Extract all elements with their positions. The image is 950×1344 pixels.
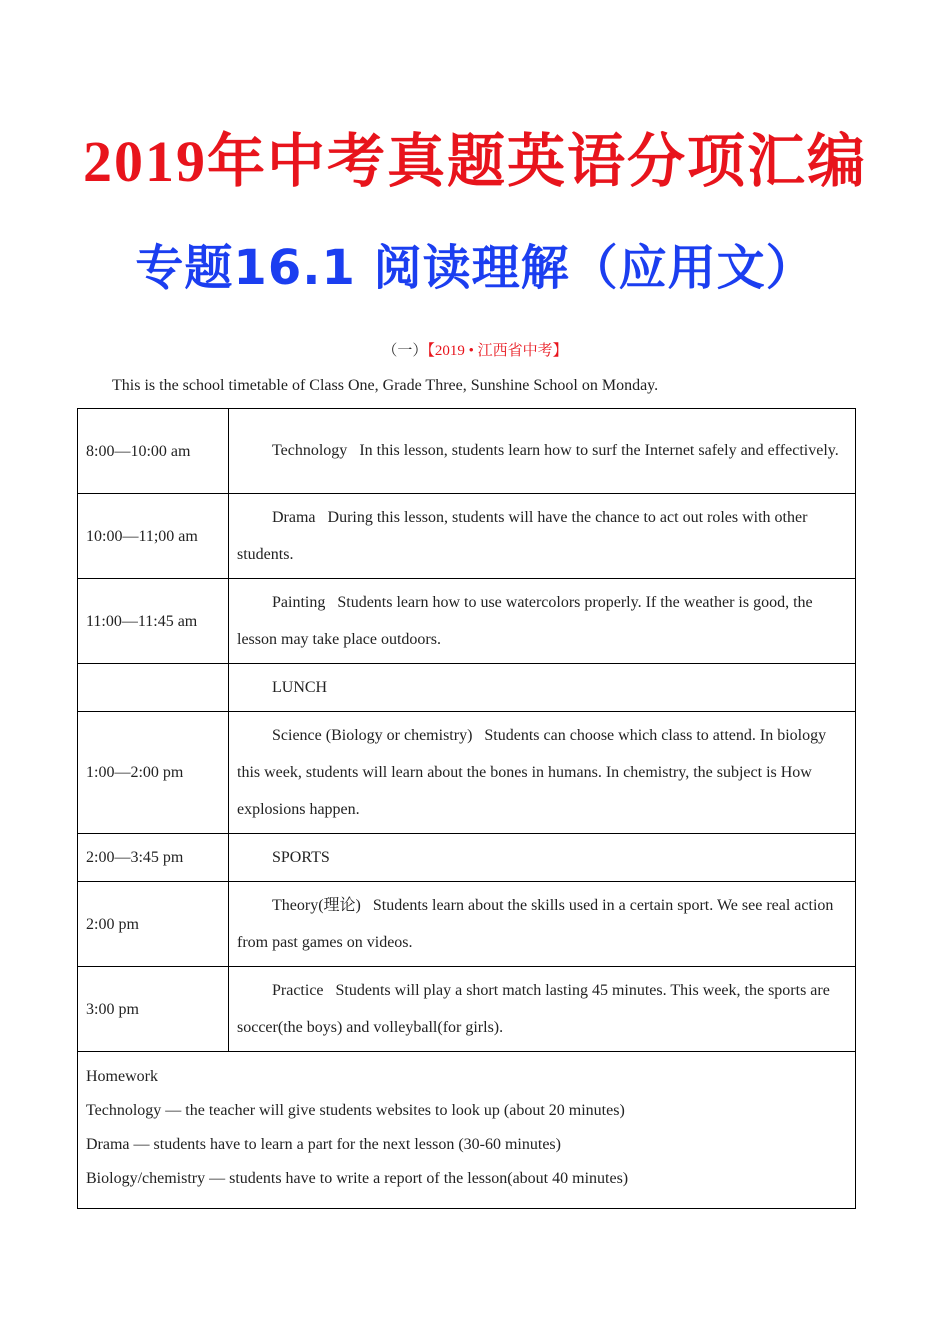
- description-text: Students learn about the skills used in a certain sport. We see real action from past games on videos.: [237, 896, 834, 951]
- subject-label: Painting: [272, 593, 326, 611]
- description-text: In this lesson, students learn how to surf the Internet safely and effectively.: [359, 442, 839, 459]
- time-cell: 10:00—11;00 am: [78, 494, 229, 579]
- subject-label: LUNCH: [272, 678, 328, 696]
- time-cell: 1:00—2:00 pm: [78, 712, 229, 834]
- homework-row: [78, 1052, 856, 1209]
- time-cell: 3:00 pm: [78, 967, 229, 1052]
- description-text: Students can choose which class to attend. In biology this week, students will learn about the bones in humans. In chemistry, the subject is How explosions happen.: [237, 726, 827, 818]
- time-cell: [78, 664, 229, 712]
- table-row: [78, 967, 856, 1052]
- timetable: [77, 408, 856, 1209]
- subject-label: Practice: [272, 981, 324, 999]
- section-number: （一）: [382, 343, 428, 359]
- description-cell: [229, 882, 856, 967]
- table-row: [78, 882, 856, 967]
- description-cell: [229, 494, 856, 579]
- table-row: [78, 712, 856, 834]
- homework-title: Homework: [86, 1068, 158, 1085]
- section-source-line: [0, 340, 950, 362]
- sub-title: 专题16.1 阅读理解（应用文）: [135, 240, 815, 296]
- subject-label: Drama: [272, 508, 316, 526]
- subject-label: SPORTS: [272, 848, 330, 866]
- description-text: During this lesson, students will have the chance to act out roles with other students.: [237, 508, 808, 563]
- table-row: [78, 409, 856, 494]
- homework-line: Technology — the teacher will give students websites to look up (about 20 minutes): [86, 1102, 625, 1119]
- table-row: [78, 834, 856, 882]
- description-cell: [229, 409, 856, 494]
- time-cell: 11:00—11:45 am: [78, 579, 229, 664]
- homework-cell: [78, 1052, 856, 1209]
- description-text: Students learn how to use watercolors properly. If the weather is good, the lesson may take place outdoors.: [237, 593, 813, 648]
- subject-label: Science (Biology or chemistry): [272, 726, 473, 744]
- main-title: 2019年中考真题英语分项汇编: [82, 129, 867, 194]
- homework-line: Biology/chemistry — students have to write a report of the lesson(about 40 minutes): [86, 1170, 629, 1187]
- description-cell: [229, 834, 856, 882]
- intro-paragraph: This is the school timetable of Class One, Grade Three, Sunshine School on Monday.: [112, 377, 659, 394]
- table-row: [78, 579, 856, 664]
- description-cell: [229, 579, 856, 664]
- subject-label: Theory(理论): [272, 896, 361, 914]
- description-text: Students will play a short match lasting 45 minutes. This week, the sports are soccer(the boys) and volleyball(for girls).: [237, 981, 830, 1036]
- time-cell: 2:00 pm: [78, 882, 229, 967]
- description-cell: [229, 712, 856, 834]
- section-source: 【2019 • 江西省中考】: [427, 343, 568, 359]
- time-cell: 2:00—3:45 pm: [78, 834, 229, 882]
- homework-line: Drama — students have to learn a part for the next lesson (30-60 minutes): [86, 1136, 561, 1153]
- table-row: [78, 494, 856, 579]
- subject-label: Technology: [272, 442, 348, 459]
- description-cell: [229, 664, 856, 712]
- time-cell: 8:00—10:00 am: [78, 409, 229, 494]
- description-cell: [229, 967, 856, 1052]
- table-row: [78, 664, 856, 712]
